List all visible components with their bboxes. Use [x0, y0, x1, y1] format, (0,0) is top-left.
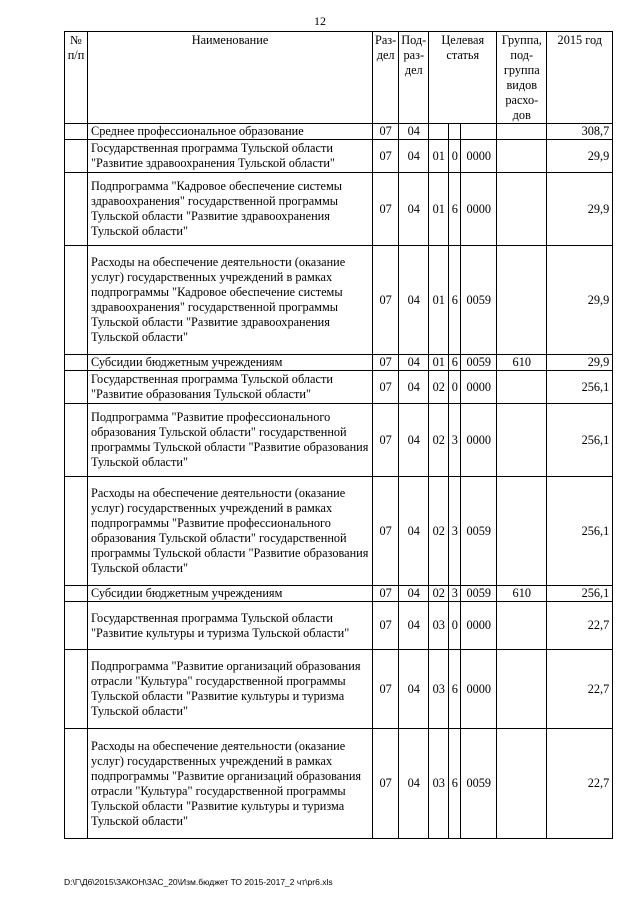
row-direction-code-cell	[461, 124, 497, 140]
row-direction-code-cell: 0000	[461, 404, 497, 477]
row-program-code-cell: 03	[429, 650, 449, 729]
row-podrazdel-cell: 04	[399, 729, 429, 839]
header-tselevaya-statya: Целевая статья	[429, 32, 497, 124]
row-direction-code-cell: 0000	[461, 650, 497, 729]
row-razdel-cell: 07	[373, 602, 399, 650]
row-subprogram-code-cell: 0	[449, 371, 461, 404]
row-program-code-cell: 03	[429, 729, 449, 839]
row-amount-cell: 256,1	[547, 404, 613, 477]
row-amount-cell: 29,9	[547, 355, 613, 371]
row-name-cell: Расходы на обеспечение деятельности (оказание услуг) государственных учреждений в рамках подпрограммы "Развитие профессионального образования Тульской области" государственной программы Тульской области "Развитие образования Тульской области"	[88, 477, 373, 586]
row-razdel-cell: 07	[373, 650, 399, 729]
row-amount-cell: 256,1	[547, 586, 613, 602]
header-num: № п/п	[65, 32, 88, 124]
row-num-cell	[65, 140, 88, 173]
row-subprogram-code-cell: 6	[449, 246, 461, 355]
row-expense-type-cell: 610	[497, 355, 547, 371]
row-subprogram-code-cell: 0	[449, 602, 461, 650]
row-direction-code-cell: 0059	[461, 477, 497, 586]
row-name-cell: Расходы на обеспечение деятельности (оказание услуг) государственных учреждений в рамках подпрограммы "Развитие организаций образования отрасли "Культура" государственной программы Тульской области "Развитие культуры и туризма Тульской области"	[88, 729, 373, 839]
row-name-cell: Субсидии бюджетным учреждениям	[88, 355, 373, 371]
row-podrazdel-cell: 04	[399, 246, 429, 355]
row-amount-cell: 29,9	[547, 140, 613, 173]
row-amount-cell: 29,9	[547, 246, 613, 355]
table-row	[65, 602, 613, 650]
table-row	[65, 729, 613, 839]
table-row	[65, 404, 613, 477]
row-num-cell	[65, 586, 88, 602]
row-expense-type-cell	[497, 650, 547, 729]
row-direction-code-cell: 0059	[461, 246, 497, 355]
row-program-code-cell: 01	[429, 355, 449, 371]
row-name-cell: Государственная программа Тульской области "Развитие культуры и туризма Тульской области"	[88, 602, 373, 650]
row-name-cell: Подпрограмма "Развитие профессионального образования Тульской области" государственной программы Тульской области "Развитие образования Тульской области"	[88, 404, 373, 477]
row-amount-cell: 29,9	[547, 173, 613, 246]
row-amount-cell: 22,7	[547, 729, 613, 839]
row-subprogram-code-cell	[449, 124, 461, 140]
row-podrazdel-cell: 04	[399, 602, 429, 650]
row-name-cell: Расходы на обеспечение деятельности (оказание услуг) государственных учреждений в рамках подпрограммы "Кадровое обеспечение системы здравоохранения" государственной программы Тульской области "Развитие здравоохранения Тульской области"	[88, 246, 373, 355]
row-expense-type-cell	[497, 173, 547, 246]
row-num-cell	[65, 477, 88, 586]
row-podrazdel-cell: 04	[399, 371, 429, 404]
row-program-code-cell: 02	[429, 404, 449, 477]
header-gruppa: Группа, под-группа видов расхо-дов	[497, 32, 547, 124]
row-razdel-cell: 07	[373, 404, 399, 477]
row-direction-code-cell: 0059	[461, 586, 497, 602]
row-razdel-cell: 07	[373, 586, 399, 602]
row-program-code-cell	[429, 124, 449, 140]
table-row	[65, 477, 613, 586]
row-expense-type-cell	[497, 729, 547, 839]
row-name-cell: Подпрограмма "Развитие организаций образования отрасли "Культура" государственной программы Тульской области "Развитие культуры и туризма Тульской области"	[88, 650, 373, 729]
row-expense-type-cell	[497, 602, 547, 650]
row-razdel-cell: 07	[373, 124, 399, 140]
row-program-code-cell: 02	[429, 371, 449, 404]
row-direction-code-cell: 0000	[461, 173, 497, 246]
row-razdel-cell: 07	[373, 371, 399, 404]
row-direction-code-cell: 0059	[461, 729, 497, 839]
row-razdel-cell: 07	[373, 173, 399, 246]
table-row	[65, 124, 613, 140]
table-row	[65, 371, 613, 404]
table-row	[65, 246, 613, 355]
row-subprogram-code-cell: 3	[449, 477, 461, 586]
row-subprogram-code-cell: 0	[449, 140, 461, 173]
file-path-footer: D:\Г\Д6\2015\ЗАКОН\ЗАС_20\Изм.бюджет ТО 2015-2017_2 чт\pr6.xls	[64, 877, 333, 887]
row-expense-type-cell	[497, 477, 547, 586]
row-podrazdel-cell: 04	[399, 477, 429, 586]
row-razdel-cell: 07	[373, 355, 399, 371]
row-program-code-cell: 03	[429, 602, 449, 650]
row-amount-cell: 256,1	[547, 371, 613, 404]
row-razdel-cell: 07	[373, 477, 399, 586]
header-podrazdel: Под-раз-дел	[399, 32, 429, 124]
row-num-cell	[65, 173, 88, 246]
row-direction-code-cell: 0000	[461, 602, 497, 650]
table-row	[65, 650, 613, 729]
row-podrazdel-cell: 04	[399, 173, 429, 246]
row-program-code-cell: 02	[429, 477, 449, 586]
row-amount-cell: 308,7	[547, 124, 613, 140]
row-razdel-cell: 07	[373, 246, 399, 355]
row-podrazdel-cell: 04	[399, 124, 429, 140]
row-podrazdel-cell: 04	[399, 586, 429, 602]
row-subprogram-code-cell: 6	[449, 729, 461, 839]
header-razdel: Раз-дел	[373, 32, 399, 124]
row-expense-type-cell	[497, 124, 547, 140]
row-num-cell	[65, 124, 88, 140]
table-header-row	[65, 32, 613, 124]
row-direction-code-cell: 0000	[461, 140, 497, 173]
row-expense-type-cell	[497, 371, 547, 404]
row-name-cell: Подпрограмма "Кадровое обеспечение системы здравоохранения" государственной программы Тульской области "Развитие здравоохранения Тульской области"	[88, 173, 373, 246]
row-num-cell	[65, 404, 88, 477]
row-subprogram-code-cell: 3	[449, 404, 461, 477]
row-program-code-cell: 01	[429, 173, 449, 246]
row-num-cell	[65, 729, 88, 839]
budget-table	[64, 31, 613, 839]
row-podrazdel-cell: 04	[399, 355, 429, 371]
row-subprogram-code-cell: 6	[449, 173, 461, 246]
row-num-cell	[65, 355, 88, 371]
table-row	[65, 355, 613, 371]
table-row	[65, 140, 613, 173]
row-subprogram-code-cell: 6	[449, 355, 461, 371]
row-name-cell: Среднее профессиональное образование	[88, 124, 373, 140]
row-expense-type-cell	[497, 404, 547, 477]
row-amount-cell: 22,7	[547, 650, 613, 729]
row-podrazdel-cell: 04	[399, 404, 429, 477]
header-name: Наименование	[88, 32, 373, 124]
row-podrazdel-cell: 04	[399, 140, 429, 173]
row-num-cell	[65, 371, 88, 404]
row-direction-code-cell: 0000	[461, 371, 497, 404]
table-row	[65, 173, 613, 246]
row-podrazdel-cell: 04	[399, 650, 429, 729]
header-year: 2015 год	[547, 32, 613, 124]
row-direction-code-cell: 0059	[461, 355, 497, 371]
row-subprogram-code-cell: 6	[449, 650, 461, 729]
row-expense-type-cell: 610	[497, 586, 547, 602]
row-razdel-cell: 07	[373, 729, 399, 839]
row-expense-type-cell	[497, 246, 547, 355]
row-num-cell	[65, 246, 88, 355]
row-name-cell: Государственная программа Тульской области "Развитие здравоохранения Тульской области"	[88, 140, 373, 173]
row-name-cell: Государственная программа Тульской области "Развитие образования Тульской области"	[88, 371, 373, 404]
table-row	[65, 586, 613, 602]
row-amount-cell: 256,1	[547, 477, 613, 586]
row-program-code-cell: 01	[429, 140, 449, 173]
row-amount-cell: 22,7	[547, 602, 613, 650]
row-name-cell: Субсидии бюджетным учреждениям	[88, 586, 373, 602]
row-num-cell	[65, 602, 88, 650]
row-expense-type-cell	[497, 140, 547, 173]
row-razdel-cell: 07	[373, 140, 399, 173]
row-subprogram-code-cell: 3	[449, 586, 461, 602]
row-num-cell	[65, 650, 88, 729]
row-program-code-cell: 02	[429, 586, 449, 602]
page-number: 12	[314, 14, 326, 28]
row-program-code-cell: 01	[429, 246, 449, 355]
